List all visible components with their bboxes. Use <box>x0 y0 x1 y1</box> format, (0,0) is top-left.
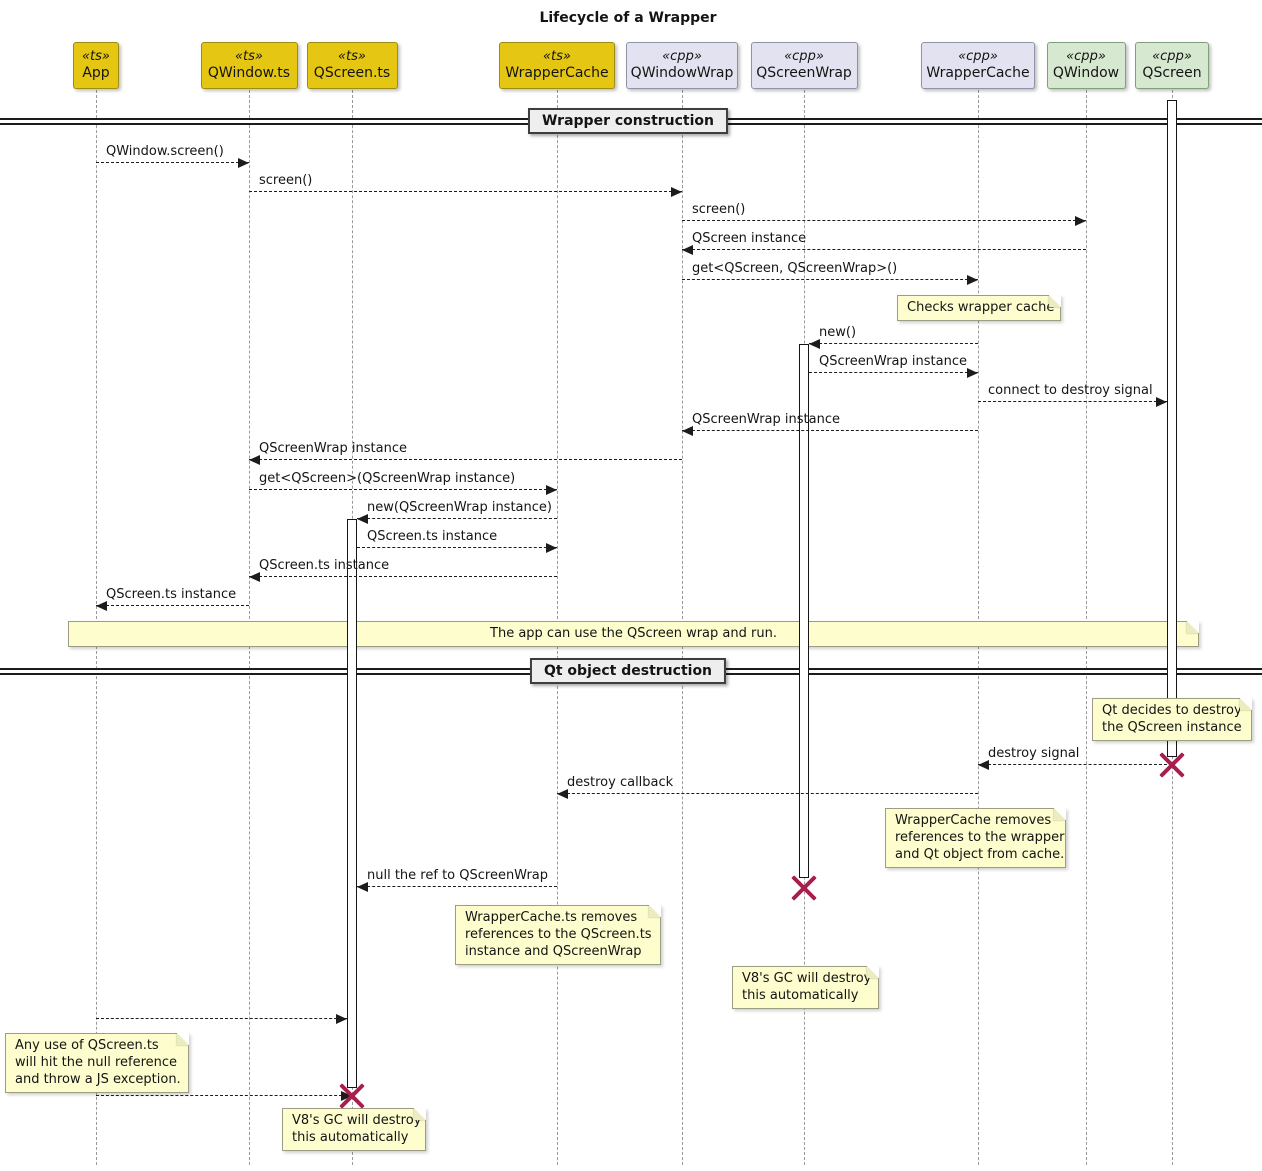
participant-qwindowwrap <box>626 42 738 89</box>
participant-name: QScreenWrap <box>756 65 852 81</box>
note <box>68 621 1199 647</box>
message-arrowhead-icon <box>336 1014 347 1024</box>
participant-app <box>73 42 119 89</box>
message-line <box>96 162 249 163</box>
message-line <box>96 605 249 606</box>
participant-stereotype: «cpp» <box>1152 49 1192 64</box>
message-arrowhead-icon <box>546 543 557 553</box>
message-line <box>96 1095 352 1096</box>
note-line: and Qt object from cache. <box>895 847 1065 862</box>
note-line: V8's GC will destroy <box>742 971 872 986</box>
message-label: QScreenWrap instance <box>259 441 407 456</box>
message-line <box>682 249 1086 250</box>
participant-stereotype: «cpp» <box>1066 49 1106 64</box>
message-arrowhead-icon <box>671 187 682 197</box>
message-label: screen() <box>692 202 746 217</box>
note-line: Qt decides to destroy <box>1102 703 1242 718</box>
note-line: instance and QScreenWrap <box>465 944 642 959</box>
message-label: new() <box>819 325 857 340</box>
message-label: QScreenWrap instance <box>692 412 840 427</box>
message-line <box>809 343 978 344</box>
message-line <box>357 547 557 548</box>
message-label: new(QScreenWrap instance) <box>367 500 552 515</box>
divider <box>0 113 1262 129</box>
message-line <box>809 372 978 373</box>
participant-name: WrapperCache <box>926 65 1030 81</box>
participant-stereotype: «cpp» <box>958 49 998 64</box>
message-label: get<QScreen>(QScreenWrap instance) <box>259 471 516 486</box>
participant-qscreen-cpp <box>1135 42 1209 89</box>
note-line: this automatically <box>742 988 859 1003</box>
message-line <box>682 220 1086 221</box>
note-line: and throw a JS exception. <box>15 1072 181 1087</box>
note-line: references to the QScreen.ts <box>465 927 652 942</box>
participant-stereotype: «cpp» <box>662 49 702 64</box>
participant-stereotype: «ts» <box>82 49 110 64</box>
participant-name: QScreen <box>1142 65 1202 81</box>
note-line: Any use of QScreen.ts <box>15 1038 159 1053</box>
note <box>1092 698 1252 741</box>
note-line: Checks wrapper cache <box>907 300 1055 315</box>
message-label: QScreenWrap instance <box>819 354 967 369</box>
participant-name: App <box>82 65 110 81</box>
participant-stereotype: «cpp» <box>784 49 824 64</box>
message-label: QWindow.screen() <box>106 144 224 159</box>
message-line <box>249 489 557 490</box>
divider <box>0 663 1262 679</box>
message-label: connect to destroy signal <box>988 383 1153 398</box>
note <box>282 1108 426 1151</box>
message-line <box>682 430 978 431</box>
participant-qwindow-ts <box>201 42 298 89</box>
message-line <box>682 279 978 280</box>
message-label: QScreen.ts instance <box>367 529 498 544</box>
message-label: screen() <box>259 173 313 188</box>
message-label: get<QScreen, QScreenWrap>() <box>692 261 898 276</box>
message-label: QScreen.ts instance <box>259 558 390 573</box>
note <box>897 295 1061 321</box>
destroy-x-icon <box>791 875 817 901</box>
activation-qscreen-ts <box>347 519 357 1088</box>
message-line <box>557 793 978 794</box>
participant-qwindow-cpp <box>1047 42 1126 89</box>
message-line <box>249 191 682 192</box>
note-line: WrapperCache.ts removes <box>465 910 638 925</box>
participant-name: QWindow.ts <box>207 65 291 81</box>
note-line: will hit the null reference <box>15 1055 178 1070</box>
message-arrowhead-icon <box>967 368 978 378</box>
participant-qscreen-ts <box>307 42 398 89</box>
destroy-x-icon <box>1159 752 1185 778</box>
message-arrowhead-icon <box>1075 216 1086 226</box>
message-arrowhead-icon <box>1156 397 1167 407</box>
destroy-x-icon <box>339 1083 365 1109</box>
message-label: null the ref to QScreenWrap <box>367 868 549 883</box>
participant-wrappercache-cpp <box>921 42 1035 89</box>
participant-stereotype: «ts» <box>235 49 263 64</box>
message-label: QScreen.ts instance <box>106 587 237 602</box>
message-line <box>357 886 557 887</box>
message-line <box>357 518 557 519</box>
participant-stereotype: «ts» <box>543 49 571 64</box>
participant-stereotype: «ts» <box>338 49 366 64</box>
participant-name: QScreen.ts <box>313 65 391 81</box>
diagram-title: Lifecycle of a Wrapper <box>539 10 717 26</box>
participant-wrappercache-ts <box>499 42 615 89</box>
note <box>732 966 879 1009</box>
message-label: QScreen instance <box>692 231 807 246</box>
note <box>885 808 1066 868</box>
participant-name: QWindowWrap <box>630 65 734 81</box>
participant-name: WrapperCache <box>505 65 609 81</box>
message-line <box>249 576 557 577</box>
message-label: destroy callback <box>567 775 674 790</box>
note-line: the QScreen instance <box>1102 720 1242 735</box>
note-line: The app can use the QScreen wrap and run. <box>490 626 777 641</box>
note-line: V8's GC will destroy <box>292 1113 422 1128</box>
message-line <box>978 764 1172 765</box>
divider-label: Wrapper construction <box>528 108 728 134</box>
message-line <box>96 1018 347 1019</box>
message-arrowhead-icon <box>238 158 249 168</box>
message-arrowhead-icon <box>967 275 978 285</box>
participant-name: QWindow <box>1052 65 1120 81</box>
note-line: this automatically <box>292 1130 409 1145</box>
message-line <box>249 459 682 460</box>
participant-qscreenwrap <box>751 42 858 89</box>
note-line: references to the wrapper <box>895 830 1065 845</box>
note-line: WrapperCache removes <box>895 813 1052 828</box>
note <box>455 905 661 965</box>
note <box>5 1033 189 1093</box>
message-arrowhead-icon <box>546 485 557 495</box>
activation-qscreen-cpp <box>1167 100 1177 757</box>
message-line <box>978 401 1167 402</box>
divider-label: Qt object destruction <box>530 658 726 684</box>
message-label: destroy signal <box>988 746 1080 761</box>
